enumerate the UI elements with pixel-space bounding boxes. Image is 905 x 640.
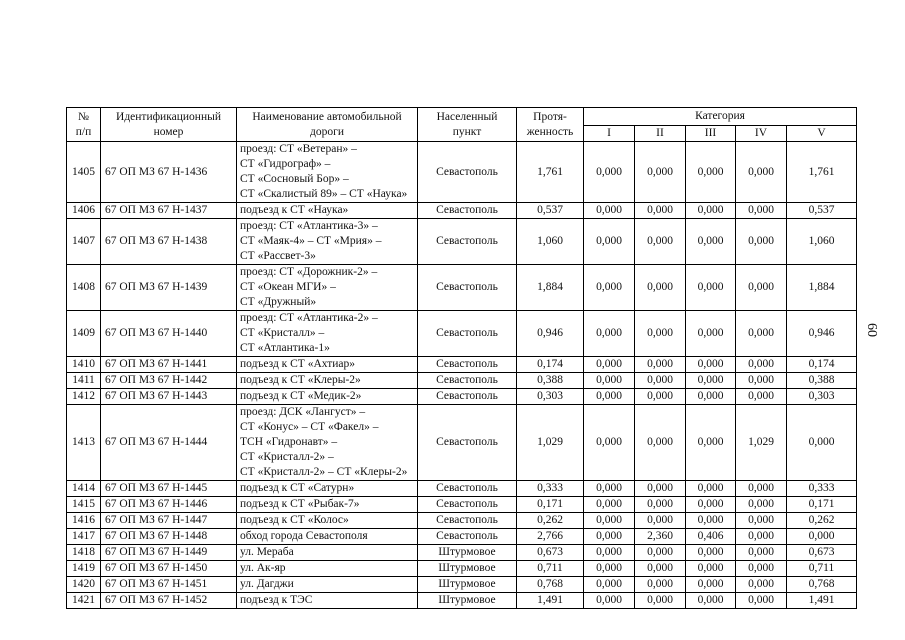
row-category-4: 0,000 (736, 529, 787, 545)
table-row (67, 561, 857, 577)
road-name-line: обход города Севастополя (240, 530, 368, 542)
row-category-5: 0,174 (787, 357, 857, 373)
row-category-5: 1,060 (787, 219, 857, 265)
row-category-5: 0,673 (787, 545, 857, 561)
row-category-3: 0,406 (686, 529, 736, 545)
road-name-line: СТ «Океан МГИ» – (240, 281, 336, 293)
header-length: Протя- женность (517, 108, 584, 142)
row-length: 0,946 (517, 311, 584, 357)
row-category-4: 0,000 (736, 389, 787, 405)
row-locality: Штурмовое (418, 561, 517, 577)
row-locality: Севастополь (418, 142, 517, 203)
row-category-5: 0,303 (787, 389, 857, 405)
row-road-name (237, 577, 418, 593)
row-length: 2,766 (517, 529, 584, 545)
row-category-1: 0,000 (584, 405, 635, 481)
header-id: Идентификационный номер (101, 108, 237, 142)
row-category-4: 0,000 (736, 497, 787, 513)
table-row (67, 593, 857, 609)
road-name-line: подъезд к СТ «Колос» (240, 514, 349, 526)
road-name-line: СТ «Маяк-4» – СТ «Мрия» – (240, 235, 382, 247)
row-category-2: 0,000 (635, 561, 686, 577)
row-category-2: 0,000 (635, 545, 686, 561)
row-category-2: 0,000 (635, 513, 686, 529)
table-row (67, 389, 857, 405)
row-road-name (237, 142, 418, 203)
road-name-line: СТ «Конус» – СТ «Факел» – (240, 421, 379, 433)
row-category-2: 0,000 (635, 497, 686, 513)
table-row (67, 481, 857, 497)
table-row (67, 513, 857, 529)
row-locality: Штурмовое (418, 593, 517, 609)
road-name-line: СТ «Кристалл-2» – СТ «Клеры-2» (240, 466, 408, 478)
road-name-line: проезд: ДСК «Лангуст» – (240, 406, 366, 418)
row-number: 1406 (67, 203, 101, 219)
row-locality: Севастополь (418, 481, 517, 497)
table-row (67, 497, 857, 513)
row-category-4: 0,000 (736, 481, 787, 497)
row-id: 67 ОП МЗ 67 Н-1445 (101, 481, 237, 497)
road-name-line: СТ «Рассвет-3» (240, 250, 316, 262)
road-name-line: подъезд к СТ «Ахтиар» (240, 358, 356, 370)
road-name-line: подъезд к СТ «Медик-2» (240, 390, 362, 402)
row-locality: Севастополь (418, 311, 517, 357)
table-row (67, 373, 857, 389)
row-road-name (237, 481, 418, 497)
row-locality: Севастополь (418, 357, 517, 373)
table-row (67, 265, 857, 311)
table-row (67, 529, 857, 545)
row-category-3: 0,000 (686, 142, 736, 203)
row-number: 1407 (67, 219, 101, 265)
row-number: 1419 (67, 561, 101, 577)
road-name-line: СТ «Сосновый Бор» – (240, 173, 349, 185)
row-locality: Севастополь (418, 265, 517, 311)
row-category-4: 0,000 (736, 513, 787, 529)
row-length: 1,029 (517, 405, 584, 481)
row-road-name (237, 593, 418, 609)
road-name-line: СТ «Кристалл-2» – (240, 451, 334, 463)
header-name: Наименование автомобильной дороги (237, 108, 418, 142)
row-category-3: 0,000 (686, 497, 736, 513)
row-length: 1,761 (517, 142, 584, 203)
road-name-line: проезд: СТ «Атлантика-3» – (240, 220, 378, 232)
table-row (67, 357, 857, 373)
row-category-3: 0,000 (686, 577, 736, 593)
row-road-name (237, 561, 418, 577)
row-length: 0,262 (517, 513, 584, 529)
row-id: 67 ОП МЗ 67 Н-1443 (101, 389, 237, 405)
row-category-3: 0,000 (686, 405, 736, 481)
row-number: 1418 (67, 545, 101, 561)
row-id: 67 ОП МЗ 67 Н-1442 (101, 373, 237, 389)
row-id: 67 ОП МЗ 67 Н-1441 (101, 357, 237, 373)
road-name-line: проезд: СТ «Атлантика-2» – (240, 312, 378, 324)
row-category-1: 0,000 (584, 142, 635, 203)
row-category-1: 0,000 (584, 373, 635, 389)
row-category-5: 1,491 (787, 593, 857, 609)
row-category-2: 0,000 (635, 373, 686, 389)
row-id: 67 ОП МЗ 67 Н-1451 (101, 577, 237, 593)
row-locality: Севастополь (418, 529, 517, 545)
row-locality: Севастополь (418, 373, 517, 389)
row-road-name (237, 529, 418, 545)
row-length: 0,171 (517, 497, 584, 513)
header-cat-1: I (584, 126, 635, 142)
row-category-1: 0,000 (584, 481, 635, 497)
road-name-line: ул. Ак-яр (240, 562, 286, 574)
row-category-3: 0,000 (686, 481, 736, 497)
row-category-3: 0,000 (686, 357, 736, 373)
row-category-2: 0,000 (635, 203, 686, 219)
row-category-4: 0,000 (736, 373, 787, 389)
row-number: 1409 (67, 311, 101, 357)
row-number: 1420 (67, 577, 101, 593)
row-category-4: 1,029 (736, 405, 787, 481)
road-name-line: СТ «Гидрограф» – (240, 158, 331, 170)
header-cat-4: IV (736, 126, 787, 142)
row-road-name (237, 357, 418, 373)
road-name-line: проезд: СТ «Дорожник-2» – (240, 266, 378, 278)
row-locality: Штурмовое (418, 545, 517, 561)
row-category-5: 0,537 (787, 203, 857, 219)
row-number: 1408 (67, 265, 101, 311)
row-id: 67 ОП МЗ 67 Н-1450 (101, 561, 237, 577)
road-name-line: СТ «Дружный» (240, 296, 317, 308)
row-category-1: 0,000 (584, 593, 635, 609)
row-road-name (237, 219, 418, 265)
row-category-1: 0,000 (584, 311, 635, 357)
road-name-line: подъезд к СТ «Сатурн» (240, 482, 355, 494)
row-id: 67 ОП МЗ 67 Н-1438 (101, 219, 237, 265)
row-length: 0,673 (517, 545, 584, 561)
row-locality: Севастополь (418, 405, 517, 481)
row-locality: Севастополь (418, 389, 517, 405)
table-row (67, 219, 857, 265)
road-name-line: СТ «Кристалл» – (240, 327, 325, 339)
table-body (67, 142, 857, 609)
row-category-3: 0,000 (686, 311, 736, 357)
row-road-name (237, 497, 418, 513)
row-id: 67 ОП МЗ 67 Н-1446 (101, 497, 237, 513)
row-number: 1405 (67, 142, 101, 203)
row-category-3: 0,000 (686, 513, 736, 529)
header-num: № п/п (67, 108, 101, 142)
row-id: 67 ОП МЗ 67 Н-1439 (101, 265, 237, 311)
row-category-5: 1,761 (787, 142, 857, 203)
row-length: 1,491 (517, 593, 584, 609)
row-number: 1417 (67, 529, 101, 545)
row-category-5: 0,711 (787, 561, 857, 577)
row-category-5: 0,000 (787, 405, 857, 481)
row-number: 1410 (67, 357, 101, 373)
row-category-5: 0,768 (787, 577, 857, 593)
row-category-1: 0,000 (584, 357, 635, 373)
row-category-2: 0,000 (635, 389, 686, 405)
row-length: 0,303 (517, 389, 584, 405)
row-category-1: 0,000 (584, 219, 635, 265)
header-cat-3: III (686, 126, 736, 142)
row-locality: Севастополь (418, 203, 517, 219)
row-category-2: 0,000 (635, 142, 686, 203)
header-cat-5: V (787, 126, 857, 142)
row-category-1: 0,000 (584, 497, 635, 513)
row-category-3: 0,000 (686, 389, 736, 405)
row-length: 1,884 (517, 265, 584, 311)
road-name-line: СТ «Скалистый 89» – СТ «Наука» (240, 188, 408, 200)
row-category-1: 0,000 (584, 513, 635, 529)
row-category-5: 0,946 (787, 311, 857, 357)
row-category-1: 0,000 (584, 545, 635, 561)
row-category-1: 0,000 (584, 389, 635, 405)
row-category-2: 0,000 (635, 265, 686, 311)
row-category-2: 2,360 (635, 529, 686, 545)
road-name-line: ул. Мераба (240, 546, 294, 558)
row-category-2: 0,000 (635, 357, 686, 373)
row-road-name (237, 373, 418, 389)
road-name-line: проезд: СТ «Ветеран» – (240, 143, 357, 155)
row-category-5: 1,884 (787, 265, 857, 311)
road-name-line: подъезд к СТ «Наука» (240, 204, 349, 216)
row-number: 1414 (67, 481, 101, 497)
row-category-1: 0,000 (584, 529, 635, 545)
row-length: 0,537 (517, 203, 584, 219)
row-id: 67 ОП МЗ 67 Н-1448 (101, 529, 237, 545)
row-category-3: 0,000 (686, 219, 736, 265)
row-road-name (237, 265, 418, 311)
row-number: 1421 (67, 593, 101, 609)
road-name-line: ул. Дагджи (240, 578, 294, 590)
row-id: 67 ОП МЗ 67 Н-1437 (101, 203, 237, 219)
row-locality: Севастополь (418, 497, 517, 513)
row-category-3: 0,000 (686, 593, 736, 609)
page-number: 60 (864, 323, 879, 337)
row-category-3: 0,000 (686, 373, 736, 389)
road-name-line: ТСН «Гидронавт» – (240, 436, 338, 448)
row-length: 0,711 (517, 561, 584, 577)
row-category-3: 0,000 (686, 545, 736, 561)
row-locality: Севастополь (418, 513, 517, 529)
row-category-5: 0,171 (787, 497, 857, 513)
row-category-4: 0,000 (736, 357, 787, 373)
table-row (67, 311, 857, 357)
row-road-name (237, 405, 418, 481)
header-category: Категория (584, 108, 857, 126)
row-category-2: 0,000 (635, 405, 686, 481)
road-name-line: подъезд к ТЭС (240, 594, 313, 606)
row-category-2: 0,000 (635, 481, 686, 497)
row-category-4: 0,000 (736, 142, 787, 203)
table-row (67, 405, 857, 481)
row-category-4: 0,000 (736, 561, 787, 577)
table-row (67, 545, 857, 561)
road-name-line: подъезд к СТ «Клеры-2» (240, 374, 361, 386)
row-category-4: 0,000 (736, 593, 787, 609)
row-category-5: 0,388 (787, 373, 857, 389)
row-category-3: 0,000 (686, 265, 736, 311)
row-locality: Севастополь (418, 219, 517, 265)
row-id: 67 ОП МЗ 67 Н-1452 (101, 593, 237, 609)
table-row (67, 577, 857, 593)
row-category-1: 0,000 (584, 203, 635, 219)
row-road-name (237, 513, 418, 529)
road-name-line: подъезд к СТ «Рыбак-7» (240, 498, 360, 510)
row-category-1: 0,000 (584, 265, 635, 311)
row-length: 0,388 (517, 373, 584, 389)
row-locality: Штурмовое (418, 577, 517, 593)
table-row (67, 142, 857, 203)
row-road-name (237, 203, 418, 219)
row-id: 67 ОП МЗ 67 Н-1440 (101, 311, 237, 357)
row-length: 0,333 (517, 481, 584, 497)
row-category-4: 0,000 (736, 545, 787, 561)
row-category-3: 0,000 (686, 561, 736, 577)
table-row (67, 203, 857, 219)
row-category-4: 0,000 (736, 577, 787, 593)
row-id: 67 ОП МЗ 67 Н-1447 (101, 513, 237, 529)
row-category-2: 0,000 (635, 219, 686, 265)
row-category-5: 0,000 (787, 529, 857, 545)
row-number: 1411 (67, 373, 101, 389)
row-category-4: 0,000 (736, 219, 787, 265)
row-category-1: 0,000 (584, 561, 635, 577)
row-id: 67 ОП МЗ 67 Н-1436 (101, 142, 237, 203)
row-length: 1,060 (517, 219, 584, 265)
row-length: 0,174 (517, 357, 584, 373)
row-road-name (237, 389, 418, 405)
row-category-4: 0,000 (736, 203, 787, 219)
row-length: 0,768 (517, 577, 584, 593)
row-category-2: 0,000 (635, 577, 686, 593)
row-category-1: 0,000 (584, 577, 635, 593)
row-id: 67 ОП МЗ 67 Н-1444 (101, 405, 237, 481)
row-category-2: 0,000 (635, 311, 686, 357)
header-cat-2: II (635, 126, 686, 142)
row-category-4: 0,000 (736, 311, 787, 357)
row-road-name (237, 545, 418, 561)
row-category-5: 0,262 (787, 513, 857, 529)
roads-table (66, 107, 857, 609)
row-number: 1416 (67, 513, 101, 529)
row-id: 67 ОП МЗ 67 Н-1449 (101, 545, 237, 561)
road-name-line: СТ «Атлантика-1» (240, 342, 330, 354)
row-number: 1412 (67, 389, 101, 405)
row-category-5: 0,333 (787, 481, 857, 497)
row-category-4: 0,000 (736, 265, 787, 311)
row-number: 1413 (67, 405, 101, 481)
table-header (67, 108, 857, 142)
row-category-3: 0,000 (686, 203, 736, 219)
row-number: 1415 (67, 497, 101, 513)
header-locality: Населенный пункт (418, 108, 517, 142)
row-category-2: 0,000 (635, 593, 686, 609)
row-road-name (237, 311, 418, 357)
